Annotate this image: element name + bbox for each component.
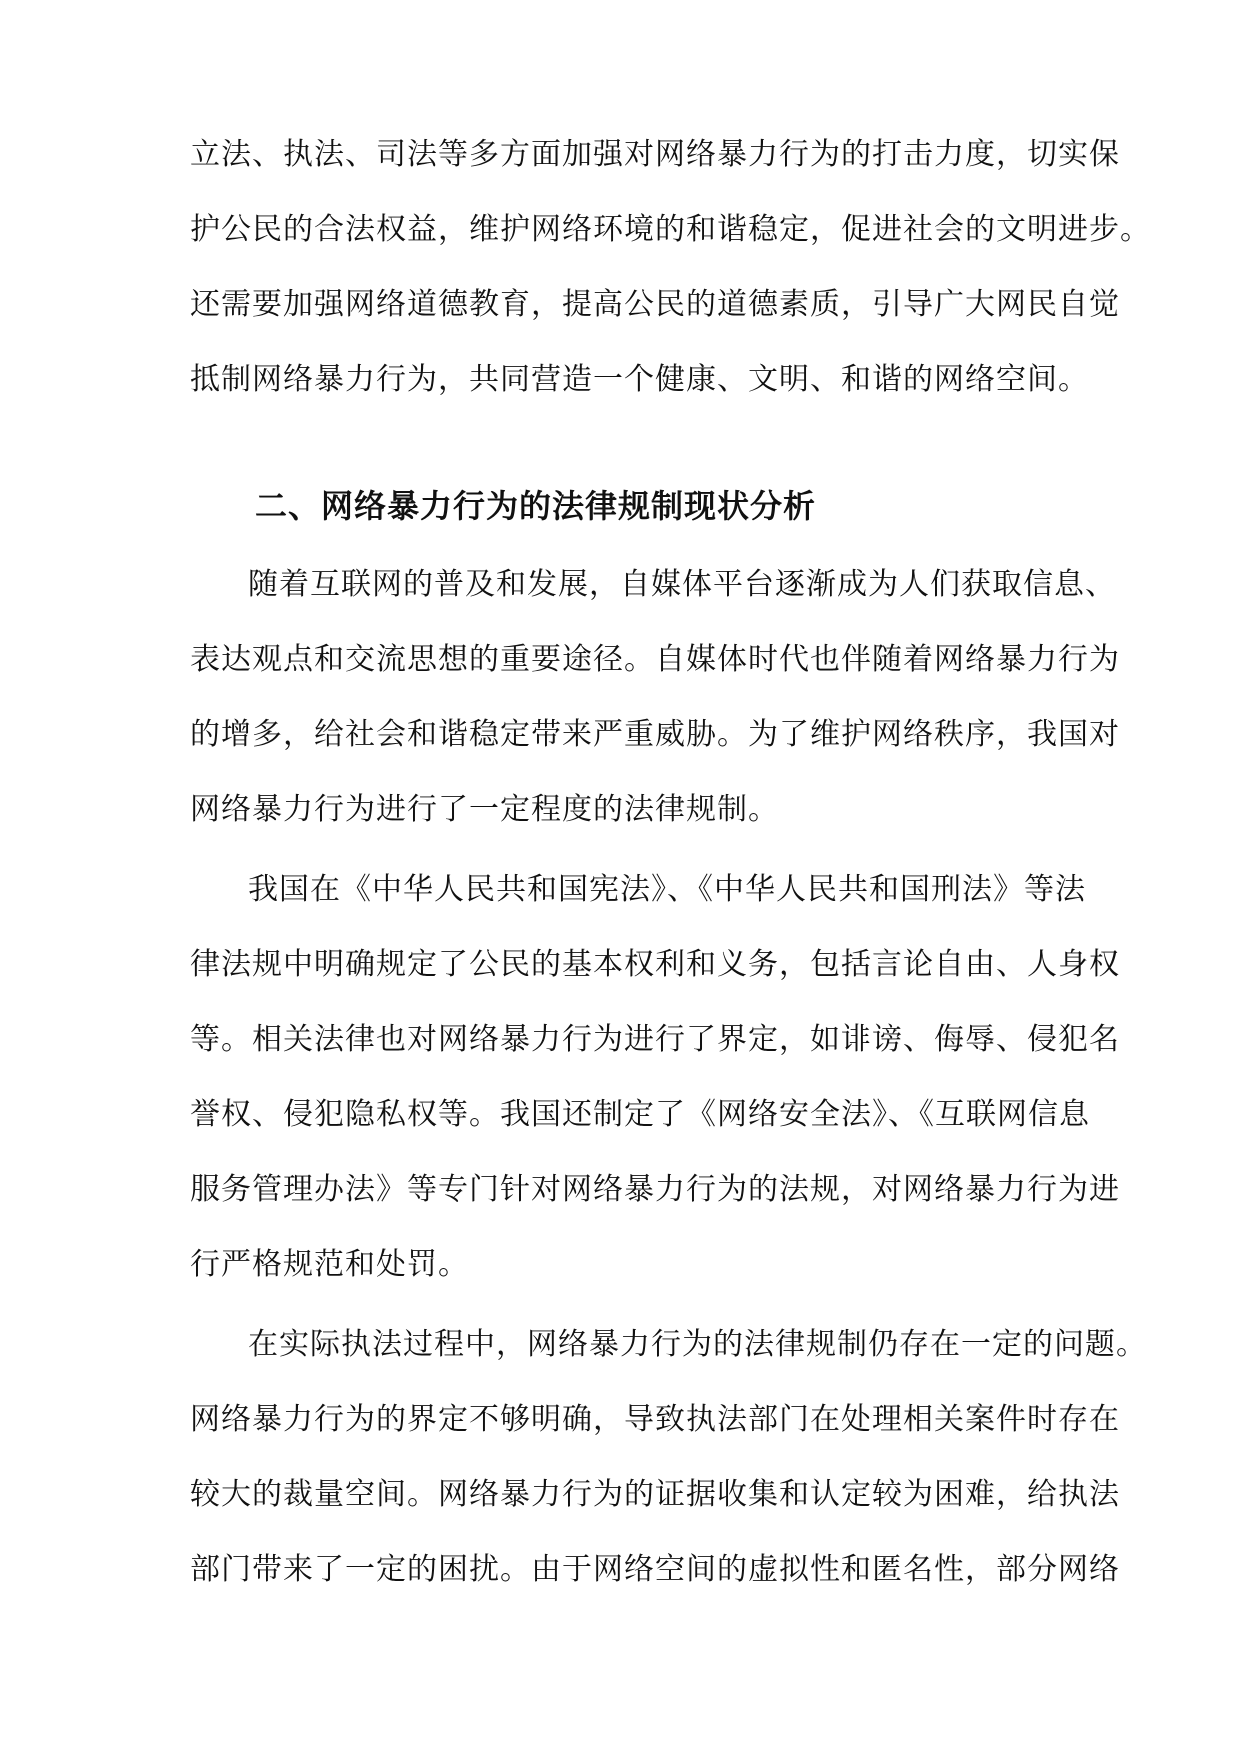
paragraph-line: 在实际执法过程中，网络暴力行为的法律规制仍存在一定的问题。 — [248, 1327, 1147, 1362]
paragraph-line: 护公民的合法权益，维护网络环境的和谐稳定，促进社会的文明进步。 — [190, 212, 1151, 247]
paragraph-line: 表达观点和交流思想的重要途径。自媒体时代也伴随着网络暴力行为 — [190, 642, 1120, 677]
paragraph-line: 网络暴力行为进行了一定程度的法律规制。 — [190, 792, 779, 827]
section-heading: 二、网络暴力行为的法律规制现状分析 — [255, 487, 817, 525]
paragraph-line: 部门带来了一定的困扰。由于网络空间的虚拟性和匿名性，部分网络 — [190, 1552, 1120, 1587]
paragraph-line: 的增多，给社会和谐稳定带来严重威胁。为了维护网络秩序，我国对 — [190, 717, 1120, 752]
paragraph-line: 律法规中明确规定了公民的基本权利和义务，包括言论自由、人身权 — [190, 947, 1120, 982]
paragraph-line: 服务管理办法》等专门针对网络暴力行为的法规，对网络暴力行为进 — [190, 1172, 1120, 1207]
paragraph-line: 抵制网络暴力行为，共同营造一个健康、文明、和谐的网络空间。 — [190, 362, 1089, 397]
paragraph-line: 立法、执法、司法等多方面加强对网络暴力行为的打击力度，切实保 — [190, 137, 1120, 172]
paragraph-line: 等。相关法律也对网络暴力行为进行了界定，如诽谤、侮辱、侵犯名 — [190, 1022, 1120, 1057]
paragraph-line: 网络暴力行为的界定不够明确，导致执法部门在处理相关案件时存在 — [190, 1402, 1120, 1437]
paragraph-line: 还需要加强网络道德教育，提高公民的道德素质，引导广大网民自觉 — [190, 287, 1120, 322]
paragraph-line: 较大的裁量空间。网络暴力行为的证据收集和认定较为困难，给执法 — [190, 1477, 1120, 1512]
paragraph-line: 我国在《中华人民共和国宪法》、《中华人民共和国刑法》等法 — [248, 872, 1086, 907]
paragraph-line: 誉权、侵犯隐私权等。我国还制定了《网络安全法》、《互联网信息 — [190, 1097, 1090, 1132]
paragraph-line: 行严格规范和处罚。 — [190, 1247, 469, 1282]
paragraph-line: 随着互联网的普及和发展，自媒体平台逐渐成为人们获取信息、 — [248, 567, 1116, 602]
